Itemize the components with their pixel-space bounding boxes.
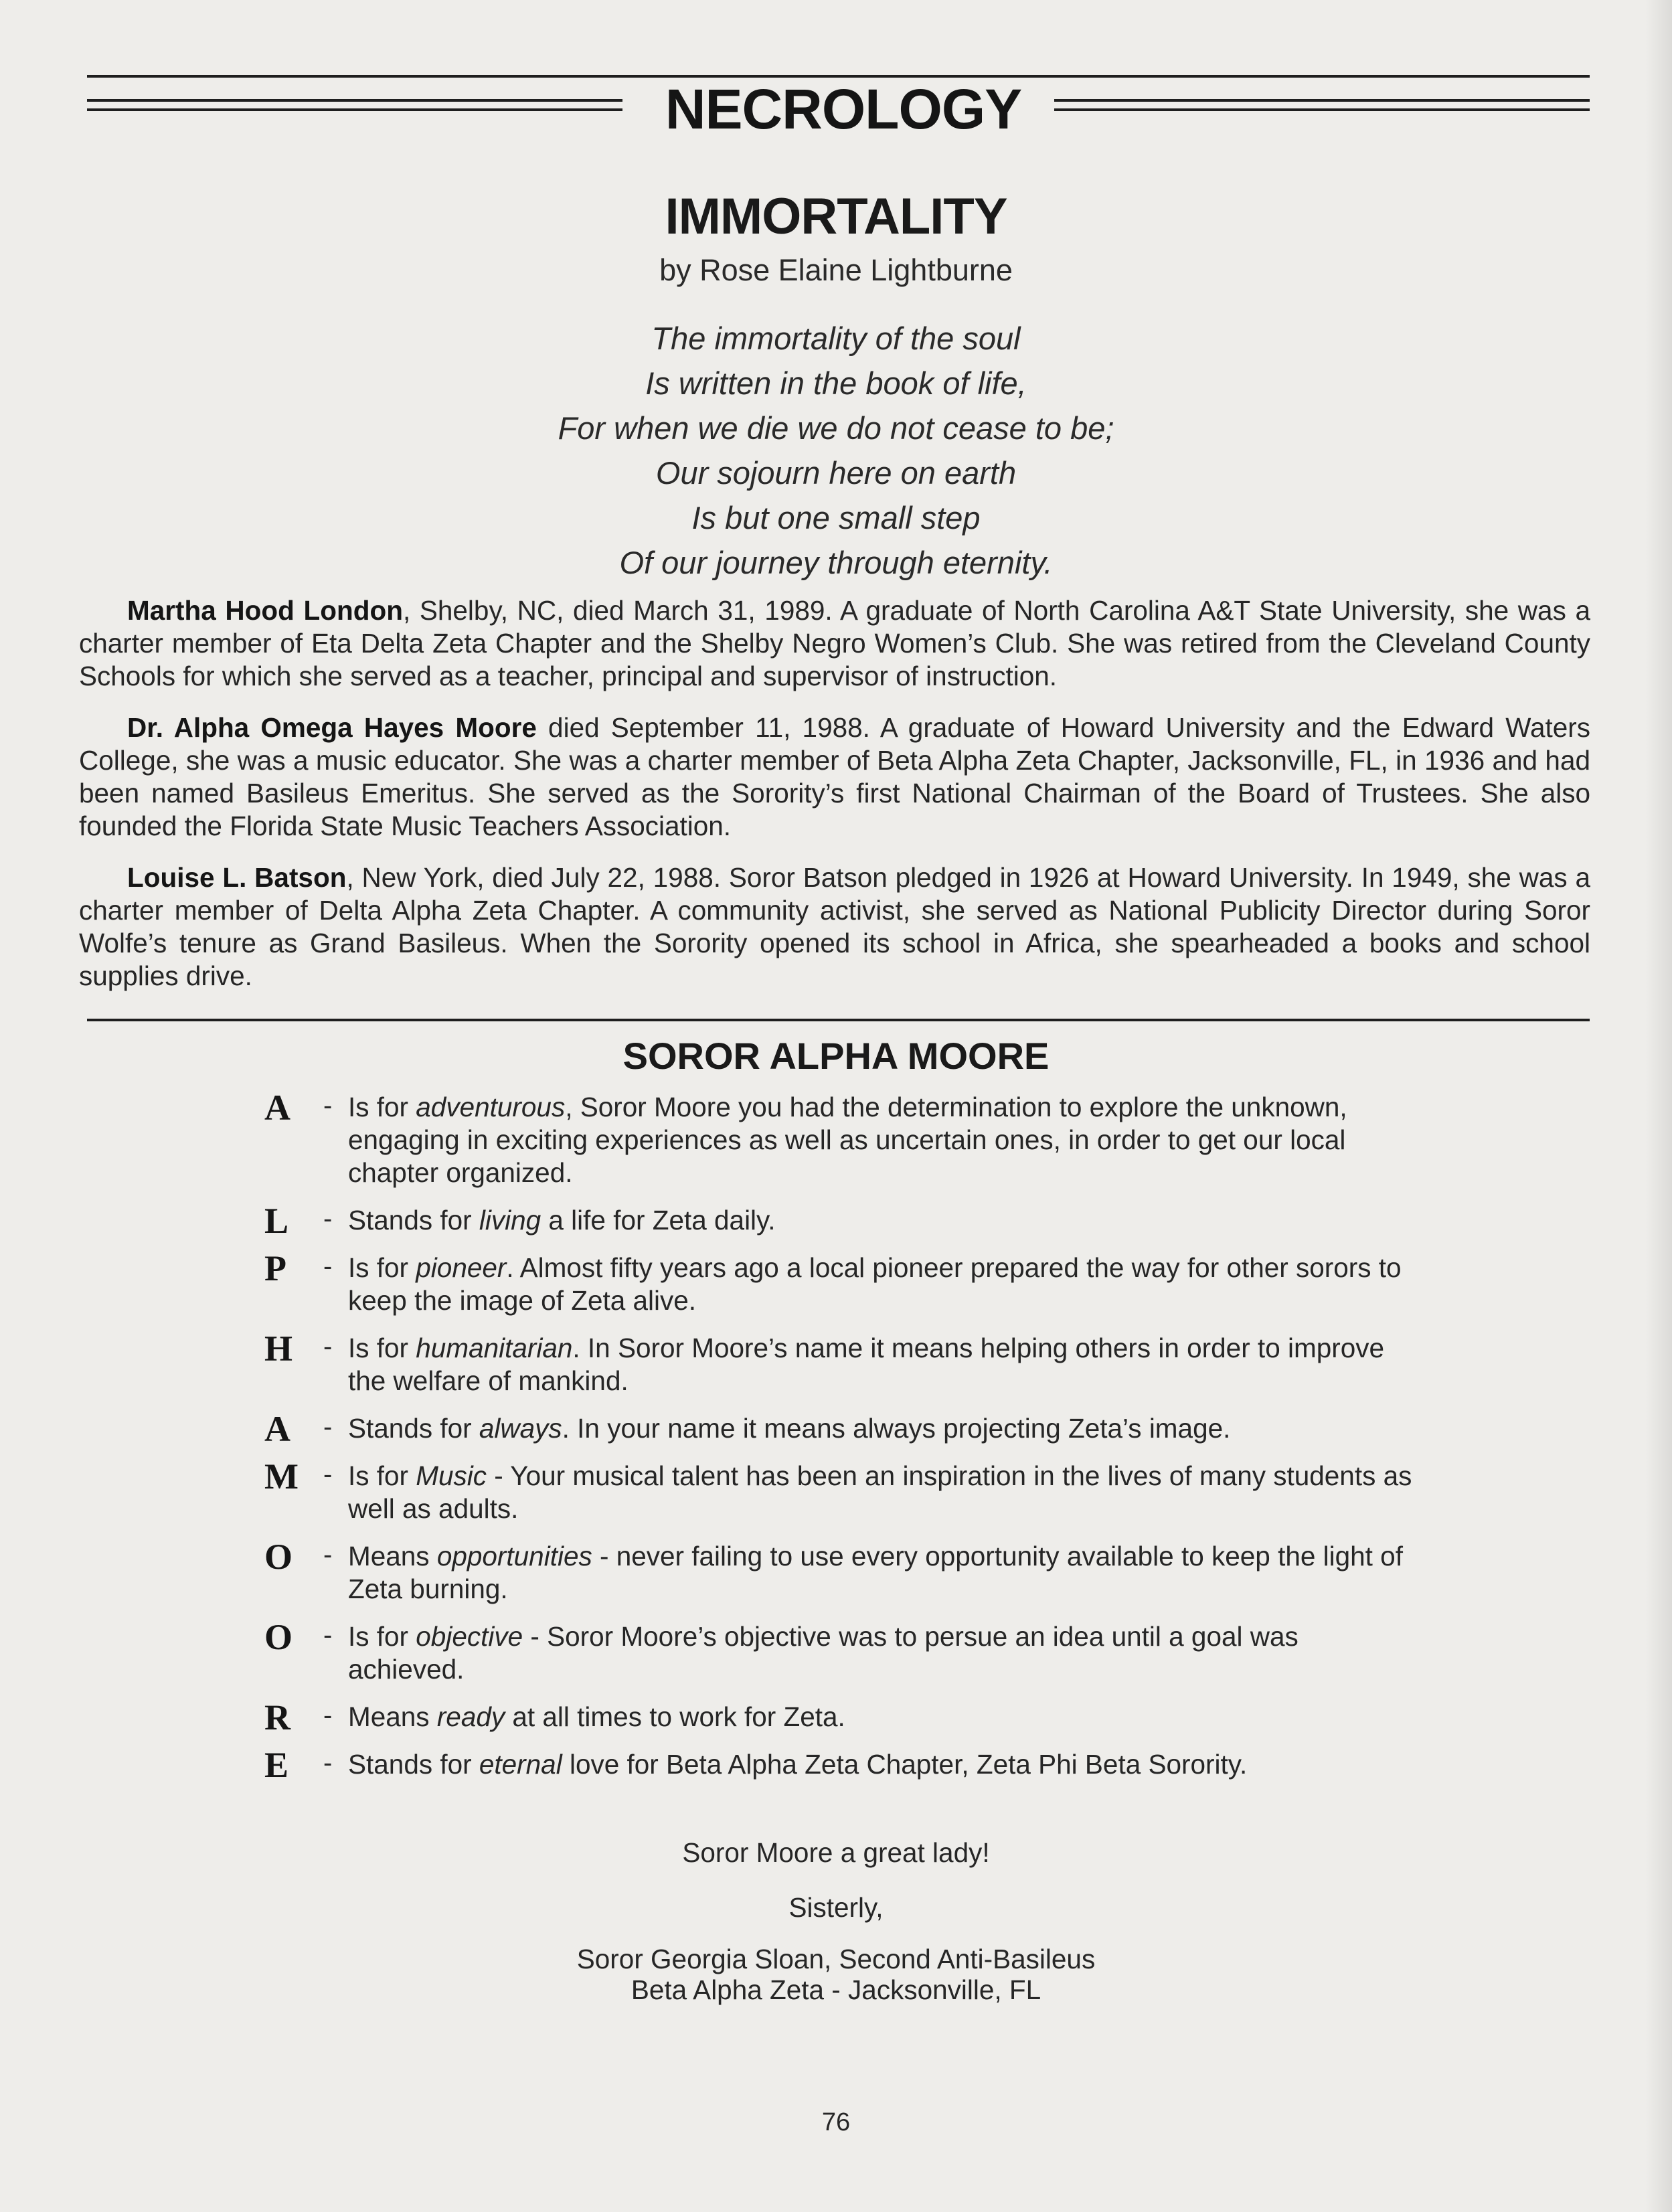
acrostic-letter: L	[264, 1201, 289, 1241]
acrostic-keyword: Music	[416, 1460, 487, 1491]
acrostic-letter: E	[264, 1745, 289, 1785]
header-rule-left	[87, 99, 622, 111]
acrostic-letter: R	[264, 1697, 290, 1737]
acrostic-dash: -	[323, 1748, 333, 1778]
acrostic-keyword: living	[479, 1205, 541, 1236]
acrostic-entry	[264, 1409, 1416, 1449]
acrostic-text: Means ready at all times to work for Zeta.	[348, 1701, 845, 1732]
acrostic-keyword: ready	[436, 1701, 505, 1732]
acrostic-keyword: adventurous	[416, 1092, 566, 1122]
poem-line: Our sojourn here on earth	[655, 455, 1017, 491]
acrostic-entry	[264, 1088, 1416, 1189]
acrostic-entry	[264, 1329, 1416, 1397]
obituary-text: died September 11, 1988. A graduate of Howard University and the Edward Waters College, she was a music educator. She was a charter member of Beta Alpha Zeta Chapter, Jacksonville, FL, in 1936 and had been named Basileus Emeritus. She served as the Sorority’s first National Chairman of the Board of Trustees. She also founded the Florida State Music Teachers Association.	[79, 712, 1590, 841]
obituary-paragraph	[79, 594, 1590, 693]
acrostic-keyword: objective	[416, 1621, 523, 1652]
acrostic-dash: -	[323, 1204, 333, 1233]
page-number: 76	[821, 2108, 851, 2136]
acrostic-dash: -	[323, 1412, 333, 1442]
acrostic-letter: O	[264, 1537, 293, 1577]
acrostic-entry	[264, 1537, 1416, 1606]
closing-salutation: Sisterly,	[788, 1892, 884, 1923]
acrostic-text: Is for pioneer. Almost fifty years ago a local pioneer prepared the way for other sorors to keep the image of Zeta alive.	[348, 1252, 1402, 1316]
acrostic-keyword: always	[479, 1413, 562, 1444]
acrostic-dash: -	[323, 1332, 333, 1361]
acrostic-text: Stands for living a life for Zeta daily.	[348, 1205, 776, 1236]
acrostic-dash: -	[323, 1701, 333, 1730]
acrostic-list	[264, 1088, 1416, 1796]
acrostic-text: Is for humanitarian. In Soror Moore’s name it means helping others in order to improve the welfare of mankind.	[348, 1333, 1385, 1396]
acrostic-text: Means opportunities - never failing to use every opportunity available to keep the light of Zeta burning.	[348, 1541, 1403, 1604]
section-title: NECROLOGY	[665, 78, 1022, 141]
poem-line: Is but one small step	[691, 500, 981, 535]
acrostic-entry	[264, 1201, 1416, 1241]
page-edge-shadow	[1645, 0, 1672, 2212]
obituary-text: , Shelby, NC, died March 31, 1989. A graduate of North Carolina A&T State University, she was a charter member of Eta Delta Zeta Chapter and the Shelby Negro Women’s Club. She was retired from the Cleveland County Schools for which she served as a teacher, principal and supervisor of instruction.	[79, 595, 1590, 691]
acrostic-entry	[264, 1697, 1416, 1737]
acrostic-title: SOROR ALPHA MOORE	[622, 1035, 1050, 1077]
acrostic-letter: O	[264, 1617, 293, 1657]
obituary-name: Dr. Alpha Omega Hayes Moore	[127, 712, 537, 743]
acrostic-text: Is for Music - Your musical talent has been an inspiration in the lives of many students as well as adults.	[348, 1460, 1412, 1524]
obituary-name: Martha Hood London	[127, 595, 403, 626]
acrostic-entry	[264, 1617, 1416, 1686]
obituary-paragraph	[79, 711, 1590, 843]
poem-line: For when we die we do not cease to be;	[558, 410, 1114, 446]
poem-line: Is written in the book of life,	[645, 365, 1027, 401]
acrostic-letter: P	[264, 1248, 286, 1288]
poem-line: The immortality of the soul	[651, 321, 1021, 356]
acrostic-letter: A	[264, 1088, 290, 1128]
acrostic-keyword: humanitarian	[416, 1333, 573, 1363]
signature-name: Soror Georgia Sloan, Second Anti-Basileus	[576, 1944, 1096, 1974]
poem-byline: by Rose Elaine Lightburne	[659, 253, 1013, 287]
acrostic-text: Stands for eternal love for Beta Alpha Zeta Chapter, Zeta Phi Beta Sorority.	[348, 1749, 1248, 1780]
acrostic-text: Is for adventurous, Soror Moore you had the determination to explore the unknown, engaging in exciting experiences as well as uncertain ones, in order to get our local chapter organized.	[348, 1092, 1347, 1188]
closing-line: Soror Moore a great lady!	[682, 1837, 990, 1868]
poem-body	[0, 316, 1672, 585]
acrostic-dash: -	[323, 1540, 333, 1569]
acrostic-dash: -	[323, 1620, 333, 1650]
acrostic-letter: H	[264, 1329, 293, 1369]
acrostic-dash: -	[323, 1252, 333, 1281]
acrostic-dash: -	[323, 1460, 333, 1489]
obituary-paragraph	[79, 861, 1590, 993]
acrostic-keyword: pioneer	[416, 1252, 507, 1283]
acrostic-keyword: opportunities	[436, 1541, 592, 1571]
header-rule-right	[1054, 99, 1590, 111]
poem-title: IMMORTALITY	[665, 188, 1007, 245]
acrostic-entry	[264, 1248, 1416, 1317]
acrostic-keyword: eternal	[479, 1749, 562, 1780]
obituary-name: Louise L. Batson	[127, 862, 347, 893]
section-divider	[87, 1019, 1590, 1021]
acrostic-entry	[264, 1745, 1416, 1785]
acrostic-text: Stands for always. In your name it means always projecting Zeta’s image.	[348, 1413, 1231, 1444]
signature-chapter: Beta Alpha Zeta - Jacksonville, FL	[631, 1974, 1041, 2005]
acrostic-text: Is for objective - Soror Moore’s objective was to persue an idea until a goal was achieved.	[348, 1621, 1299, 1685]
acrostic-letter: M	[264, 1456, 299, 1497]
acrostic-dash: -	[323, 1091, 333, 1120]
poem-line: Of our journey through eternity.	[619, 545, 1053, 580]
acrostic-letter: A	[264, 1409, 290, 1449]
section-header	[87, 74, 1590, 141]
obituary-text: , New York, died July 22, 1988. Soror Batson pledged in 1926 at Howard University. In 1949, she was a charter member of Delta Alpha Zeta Chapter. A community activist, she served as National Publicity Director during Soror Wolfe’s tenure as Grand Basileus. When the Sorority opened its school in Africa, she spearheaded a books and school supplies drive.	[79, 862, 1590, 991]
obituary-list	[79, 594, 1590, 1011]
acrostic-entry	[264, 1456, 1416, 1525]
